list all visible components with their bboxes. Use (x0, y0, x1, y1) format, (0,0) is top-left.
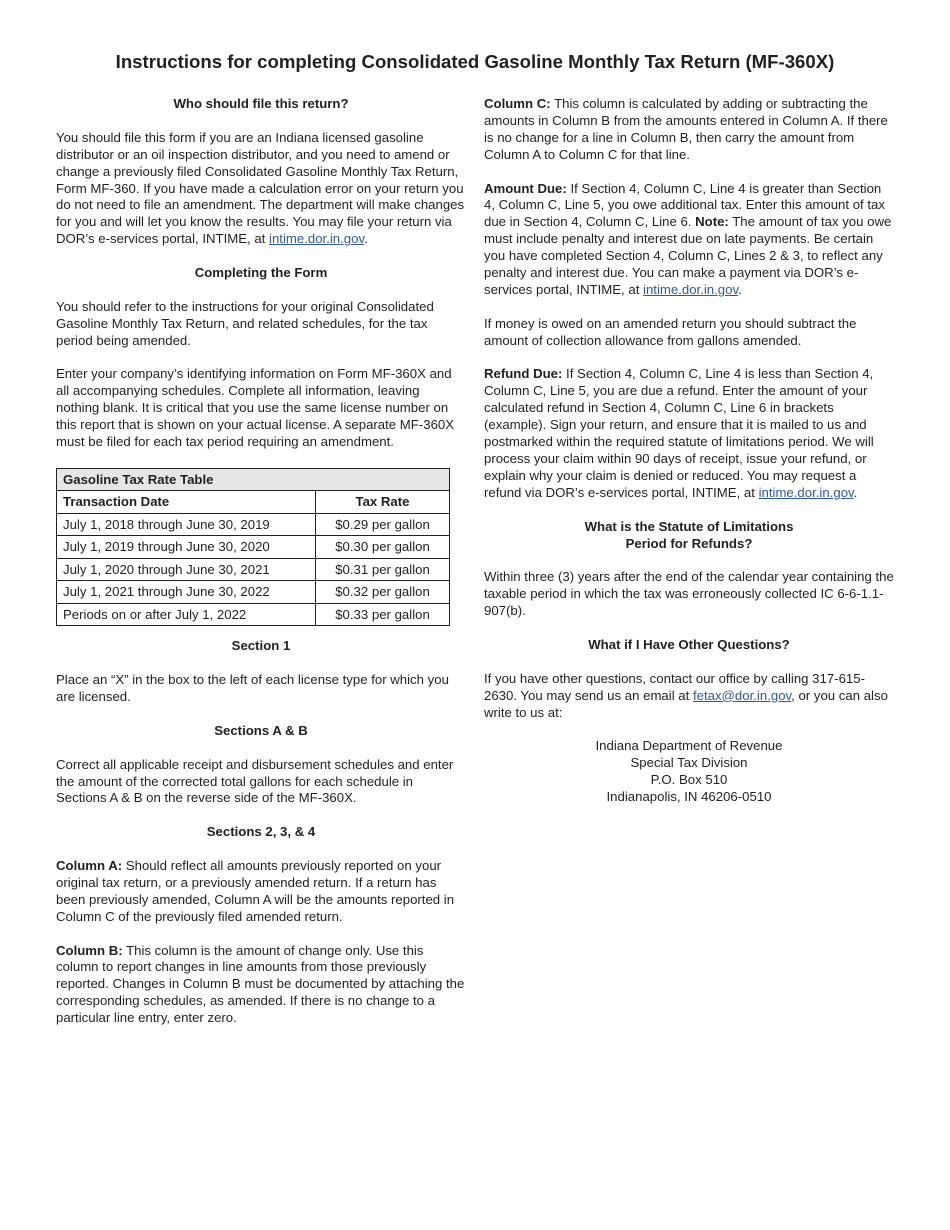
table-cell-rate: $0.31 per gallon (316, 558, 450, 581)
completing-paragraph-1: You should refer to the instructions for your original Consolidated Gasoline Monthly Tax Return, and related schedules, for the tax period being amended. (56, 298, 434, 348)
table-cell-rate: $0.29 per gallon (316, 513, 450, 536)
column-b-paragraph (56, 943, 466, 1028)
table-cell-rate: $0.32 per gallon (316, 581, 450, 604)
completing-paragraph-2: Enter your company’s identifying information on Form MF-360X and all accompanying schedules. Complete all information, leaving nothing blank. It is critical that you use the same license number on this report that is shown on your actual license. A separate MF-360X must be filed for each tax period requiring an amendment. (56, 366, 455, 450)
table-caption: Gasoline Tax Rate Table (57, 468, 450, 491)
questions-paragraph (484, 671, 894, 722)
column-b-text: This column is the amount of change only. Use this column to report changes in line amounts from those previously reported. Changes in Column B must be documented by attaching the corresponding schedules, as amended. If there is no change to a particular line entry, enter zero. (56, 942, 465, 1026)
column-a-text: Should reflect all amounts previously reported on your original tax return, or a previously amended return. If a return has been previously amended, Column A will be the amounts reported in Column C of the previously filed amended return. (56, 858, 455, 924)
questions-heading: What if I Have Other Questions? (588, 636, 790, 652)
table-row (57, 513, 450, 536)
questions-text-2: , or you can also write to us at: (484, 687, 888, 720)
column-header-transaction-date: Transaction Date (57, 491, 316, 514)
table-cell-rate: $0.30 per gallon (316, 536, 450, 559)
sections-ab-paragraph: Correct all applicable receipt and disbursement schedules and enter the amount of the corrected total gallons for each schedule in Sections A & B on the reverse side of the MF-360X. (56, 756, 454, 806)
right-column (484, 96, 894, 806)
amount-due-paragraph: Amount Due: If Section 4, Column C, Line 4 is greater than Section 4, Column C, Line 5, you owe additional tax. Enter this amount of tax due in Section 4, Column C, Line 6. Note: The amount of tax you owe must include penalty and interest due on late payments. Be certain you have completed Section 4, Column C, Lines 2 & 3, to reflect any penalty and interest due. You can make a payment via DOR’s e-services portal, INTIME, at intime.dor.in.gov. (484, 180, 892, 297)
questions-text-1: If you have other questions, contact our office by calling 317-615-2630. You may send us an email at (484, 670, 865, 703)
address-line: P.O. Box 510 (650, 772, 728, 788)
table-row (57, 536, 450, 559)
address-line: Indianapolis, IN 46206-0510 (606, 789, 772, 805)
column-b-label: Column B: (56, 942, 123, 958)
amount-due-text-1: If Section 4, Column C, Line 4 is greater than Section 4, Column C, Line 5, you owe additional tax. Enter this amount of tax due in Section 4, Column C, Line 6. (484, 180, 885, 230)
amount-note-label: Note: (695, 214, 729, 230)
intime-link[interactable]: intime.dor.in.gov (758, 484, 854, 500)
refund-due-label: Refund Due: (484, 366, 563, 382)
table-cell-date: July 1, 2021 through June 30, 2022 (57, 581, 316, 604)
table-cell-date: July 1, 2018 through June 30, 2019 (57, 513, 316, 536)
sections-234-heading: Sections 2, 3, & 4 (206, 824, 316, 840)
tax-rate-table (56, 468, 450, 627)
amount-due-label: Amount Due: (484, 180, 567, 196)
amount-due-text-2: The amount of tax you owe must include penalty and interest due on late payments. Be certain you have completed Section 4, Column C, Lines 2 & 3, to reflect any penalty and interest due. You can make a payment via DOR’s e-services portal, INTIME, at (484, 214, 892, 297)
column-c-label: Column C: (484, 96, 551, 111)
column-header-tax-rate: Tax Rate (316, 491, 450, 514)
column-a-label: Column A: (56, 858, 123, 874)
left-column (56, 96, 466, 1027)
intime-link[interactable]: intime.dor.in.gov (643, 281, 739, 297)
money-owed-paragraph: If money is owed on an amended return you should subtract the amount of collection allowance from gallons amended. (484, 315, 857, 348)
sections-ab-heading: Sections A & B (214, 722, 308, 738)
who-paragraph: You should file this form if you are an Indiana licensed gasoline distributor or an oil inspection distributor, and you need to amend or change a previously filed Consolidated Gasoline Monthly Tax Return, Form MF-360. If you have made a calculation error on your return you do not need to file an amendment. The department will make changes for you and will let you know the results. You may file your return via DOR’s e-services portal, INTIME, at intime.dor.in.gov. (56, 129, 465, 247)
column-c-text: This column is calculated by adding or subtracting the amounts in Column B from the amounts entered in Column A. If there is no change for a line in Column B, then carry the amount from Column A to Column C for that line. (484, 96, 888, 162)
statute-heading-line-1: What is the Statute of Limitations (584, 518, 794, 534)
column-a-paragraph (56, 858, 466, 926)
statute-paragraph: Within three (3) years after the end of the calendar year containing the taxable period in which the tax was erroneously collected IC 6-6-1.1-907(b). (484, 569, 894, 619)
completing-heading: Completing the Form (194, 265, 328, 281)
address-line: Special Tax Division (630, 755, 748, 771)
section1-heading: Section 1 (231, 638, 291, 654)
table-cell-date: July 1, 2020 through June 30, 2021 (57, 558, 316, 581)
table-cell-date: Periods on or after July 1, 2022 (57, 603, 316, 626)
intime-link[interactable]: intime.dor.in.gov (269, 231, 365, 247)
table-row (57, 558, 450, 581)
column-c-paragraph (484, 96, 894, 164)
table-cell-rate: $0.33 per gallon (316, 603, 450, 626)
email-link[interactable]: fetax@dor.in.gov (692, 687, 792, 703)
table-row (57, 581, 450, 604)
refund-due-paragraph: Refund Due: If Section 4, Column C, Line 4 is less than Section 4, Column C, Line 5, you are due a refund. Enter the amount of your calculated refund in Section 4, Column C, Line 6 in brackets (example). Sign your return, and ensure that it is mailed to us and postmarked within the required statute of limitations period. We will process your claim within 90 days of receipt, issue your refund, or explain why your claim is denied or reduced. You may request a refund via DOR’s e-services portal, INTIME, at intime.dor.in.gov. (484, 366, 874, 500)
table-cell-date: July 1, 2019 through June 30, 2020 (57, 536, 316, 559)
address-line: Indiana Department of Revenue (595, 738, 783, 754)
page-title: Instructions for completing Consolidated Gasoline Monthly Tax Return (MF-360X) (115, 51, 835, 72)
who-heading: Who should file this return? (173, 96, 349, 111)
section1-paragraph: Place an “X” in the box to the left of each license type for which you are licensed. (56, 672, 449, 705)
who-text: You should file this form if you are an Indiana licensed gasoline distributor or an oil inspection distributor, and you need to amend or change a previously filed Consolidated Gasoline Monthly Tax Return, Form MF-360. If you have made a calculation error on your return you do not need to file an amendment. The department will make changes for you and will let you know the results. You may file your return via DOR’s e-services portal, INTIME, at (56, 129, 465, 247)
mailing-address (484, 738, 894, 806)
statute-heading-line-2: Period for Refunds? (625, 535, 753, 551)
statute-heading (484, 519, 894, 553)
table-row (57, 603, 450, 626)
refund-due-text: If Section 4, Column C, Line 4 is less than Section 4, Column C, Line 5, you are due a refund. Enter the amount of your calculated refund in Section 4, Column C, Line 6 in brackets (example). Sign your return, and ensure that it is mailed to us and postmarked within the required statute of limitations period. We will process your claim within 90 days of receipt, issue your refund, or explain why your claim is denied or reduced. You may request a refund via DOR’s e-services portal, INTIME, at (484, 366, 874, 500)
